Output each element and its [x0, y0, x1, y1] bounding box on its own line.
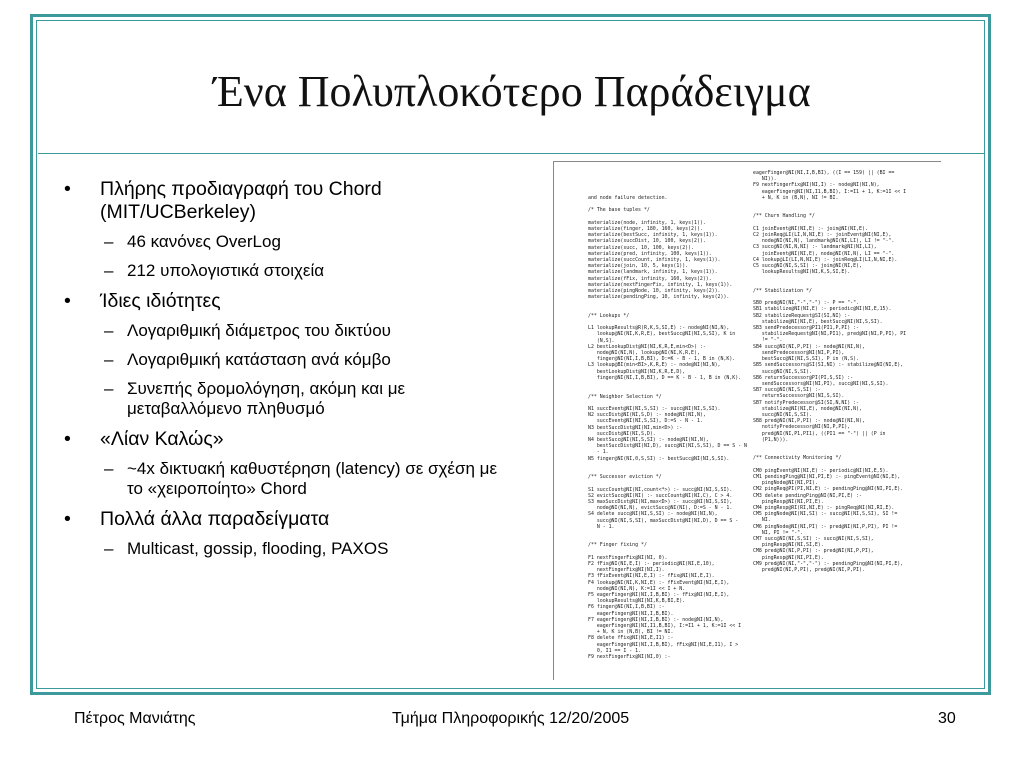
- sub-bullet-item: – Λογαριθμική κατάσταση ανά κόμβο: [100, 350, 500, 370]
- sub-bullet-list: [100, 539, 500, 559]
- bullet-item: [60, 428, 500, 499]
- bullet-text: Πολλά άλλα παραδείγματα: [100, 508, 330, 530]
- bullet-text: Πλήρης προδιαγραφή του Chord (MIT/UCBerkeley): [100, 178, 382, 223]
- sub-bullet-list: [100, 232, 500, 281]
- bullet-item: [60, 290, 500, 419]
- bullet-item: [60, 178, 500, 281]
- bullet-item: [60, 508, 500, 559]
- slide-title: Ένα Πολυπλοκότερο Παράδειγμα: [213, 67, 811, 116]
- sub-bullet-item: – 46 κανόνες OverLog: [100, 232, 500, 252]
- footer-author: Πέτρος Μανιάτης: [74, 710, 196, 727]
- bullet-text: «Λίαν Καλώς»: [100, 428, 224, 450]
- bullet-list: [60, 178, 500, 568]
- sub-bullet-item: – ~4x δικτυακή καθυστέρηση (latency) σε σχέση με το «χειροποίητο» Chord: [100, 459, 500, 499]
- sub-bullet-item: – Συνεπής δρομολόγηση, ακόμη και με μεταβαλλόμενο πληθυσμό: [100, 379, 500, 419]
- title-divider: [38, 153, 984, 154]
- sub-bullet-list: [100, 459, 500, 499]
- sub-bullet-item: – Λογαριθμική διάμετρος του δικτύου: [100, 321, 500, 341]
- bullet-text: Ίδιες ιδιότητες: [100, 290, 221, 312]
- footer-page-number: 30: [938, 710, 956, 727]
- sub-bullet-list: [100, 321, 500, 419]
- sub-bullet-item: – Multicast, gossip, flooding, PAXOS: [100, 539, 500, 559]
- code-listing-image: [553, 161, 941, 680]
- footer-department-date: Τμήμα Πληροφορικής 12/20/2005: [392, 710, 630, 727]
- sub-bullet-item: – 212 υπολογιστικά στοιχεία: [100, 261, 500, 281]
- code-listing-right-column: eagerFinger@NI(NI,I,B,BI), ((I == 159) || (BI == NI)). F9 nextFingerFix@NI(NI,I) :- node@NI(NI,N), eagerFinger@NI(NI,I1,B,BI), I:=I1 + 1, K:=1I << I + N, K in (B,N), NI != BI. /** Churn Handling */ C1 joinEvent@NI(NI,E) :- join@NI(NI,E). C2 joinReq@LI(LI,N,NI,E) :- joinEvent@NI(NI,E), node@NI(NI,N), landmark@NI(NI,LI), LI != "-". C3 succ@NI(NI,N,NI) :- landmark@NI(NI,LI), joinEvent@NI(NI,E), node@NI(NI,N), LI == "-". C4 lookup@LI(LI,N,NI,E) :- joinReq@LI(LI,N,NI,E). C5 succ@NI(NI,S,SI) :- join@NI(NI,E), lookupResults@NI(NI,K,S,SI,E). /** Stabilization */ SB0 pred@NI(NI,"-","-") :- P == "-". SB1 stabilize@NI(NI,E) :- periodic@NI(NI,E,15). SB2 stabilizeRequest@SI(SI,NI) :- stabilize@NI(NI,E), bestSucc@NI(NI,S,SI). SB3 sendPredecessor@PI1(PI1,P,PI) :- stabilizeRequest@NI(NI,PI1), pred@NI(NI,P,PI), PI != "-". SB4 succ@NI(NI,P,PI) :- node@NI(NI,N), sendPredecessor@NI(NI,P,PI), bestSucc@NI(NI,S,SI), P in (N,S). SB5 sendSuccessors@SI(SI,NI) :- stabilize@NI(NI,E), succ@NI(NI,S,SI). SB6 returnSuccessor@PI(PI,S,SI) :- sendSuccessors@NI(NI,PI), succ@NI(NI,S,SI). SB7 succ@NI(NI,S,SI) :- returnSuccessor@NI(NI,S,SI). SB7 notifyPredecessor@SI(SI,N,NI) :- stabilize@NI(NI,E), node@NI(NI,N), succ@NI(NI,S,SI). SB8 pred@NI(NI,P,PI) :- node@NI(NI,N), notifyPredecessor@NI(NI,P,PI), pred@NI(NI,P1,PI1), ((PI1 == "-") || (P in (P1,N))). /** Connectivity Monitoring */ CM0 pingEvent@NI(NI,E) :- periodic@NI(NI,E,5). CM1 pendingPing@NI(NI,PI,E) :- pingEvent@NI(NI,E), pingNode@NI(NI,PI). CM2 pingReq@PI(PI,NI,E) :- pendingPing@NI(NI,PI,E). CM3 delete pendingPing@NI(NI,PI,E) :- pingResp@NI(NI,PI,E). CM4 pingResp@RI(RI,NI,E) :- pingReq@NI(NI,RI,E). CM5 pingNode@NI(NI,SI) :- succ@NI(NI,S,SI), SI != NI. CM6 pingNode@NI(NI,PI) :- pred@NI(NI,P,PI), PI != NI, PI != "-". CM7 succ@NI(NI,S,SI) :- succ@NI(NI,S,SI), pingResp@NI(NI,SI,E). CM8 pred@NI(NI,P,PI) :- pred@NI(NI,P,PI), pingResp@NI(NI,PI,E). CM9 pred@NI(NI,"-","-") :- pendingPing@NI(NI,PI,E), pred@NI(NI,P,PI), pred@NI(NI,P,PI).: [753, 170, 907, 573]
- code-listing-left-column: and node failure detection. /* The base tuples */ materialize(node, infinity, 1, keys(1)). materialize(finger, 180, 160, keys(2)). materialize(bestSucc, infinity, 1, keys(1)). materialize(succDist, 10, 100, keys(2)). materialize(succ, 10, 100, keys(2)). materialize(pred, infinity, 100, keys(1)). materialize(succCount, infinity, 1, keys(1)). materialize(join, 10, 5, keys(1)). materialize(landmark, infinity, 1, keys(1)). materialize(fFix, infinity, 160, keys(2)). materialize(nextFingerFix, infinity, 1, keys(1)). materialize(pingNode, 10, infinity, keys(2)). materialize(pendingPing, 10, infinity, keys(2)). /** Lookups */ L1 lookupResults@R(R,K,S,SI,E) :- node@NI(NI,N), lookup@NI(NI,K,R,E), bestSucc@NI(NI,S,SI), K in (N,S]. L2 bestLookupDist@NI(NI,K,R,E,min<D>) :- node@NI(NI,N), lookup@NI(NI,K,R,E), finger@NI(NI,I,B,BI), D:=K - B - 1, B in (N,K). L3 lookup@BI(min<BI>,K,R,E) :- node@NI(NI,N), bestLookupDist@NI(NI,K,R,E,D), finger@NI(NI,I,B,BI), D == K - B - 1, B in (N,K). /** Neighbor Selection */ N1 succEvent@NI(NI,S,SI) :- succ@NI(NI,S,SI). N2 succDist@NI(NI,S,D) :- node@NI(NI,N), succEvent@NI(NI,S,SI), D:=S - N - 1. N3 bestSuccDist@NI(NI,min<D>) :- succDist@NI(NI,S,D). N4 bestSucc@NI(NI,S,SI) :- node@NI(NI,N), bestSuccDist@NI(NI,D), succ@NI(NI,S,SI), D == S - N - 1. N5 finger@NI(NI,0,S,SI) :- bestSucc@NI(NI,S,SI). /** Successor eviction */ S1 succCount@NI(NI,count<*>) :- succ@NI(NI,S,SI). S2 evictSucc@NI(NI) :- succCount@NI(NI,C), C > 4. S3 maxSuccDist@NI(NI,max<D>) :- succ@NI(NI,S,SI), node@NI(NI,N), evictSucc@NI(NI), D:=S - N - 1. S4 delete succ@NI(NI,S,SI) :- node@NI(NI,N), succ@NI(NI,S,SI), maxSuccDist@NI(NI,D), D == S - N - 1. /** Finger fixing */ F1 nextFingerFix@NI(NI, 0). F2 fFix@NI(NI,E,I) :- periodic@NI(NI,E,10), nextFingerFix@NI(NI,I). F3 fFixEvent@NI(NI,E,I) :- fFix@NI(NI,E,I). F4 lookup@NI(NI,K,NI,E) :- fFixEvent@NI(NI,E,I), node@NI(NI,N), K:=1I << I + N. F5 eagerFinger@NI(NI,I,B,BI) :- fFix@NI(NI,E,I), lookupResults@NI(NI,K,B,BI,E). F6 finger@NI(NI,I,B,BI) :- eagerFinger@NI(NI,I,B,BI). F7 eagerFinger@NI(NI,I,B,BI) :- node@NI(NI,N), eagerFinger@NI(NI,I1,B,BI), I:=I1 + 1, K:=1I << I + N, K in (N,B), BI != NI. F8 delete fFix@NI(NI,E,I1) :- eagerFinger@NI(NI,I,B,BI), fFix@NI(NI,E,I1), I > 0, I1 == I - 1. F9 nextFingerFix@NI(NI,0) :-: [588, 195, 747, 661]
